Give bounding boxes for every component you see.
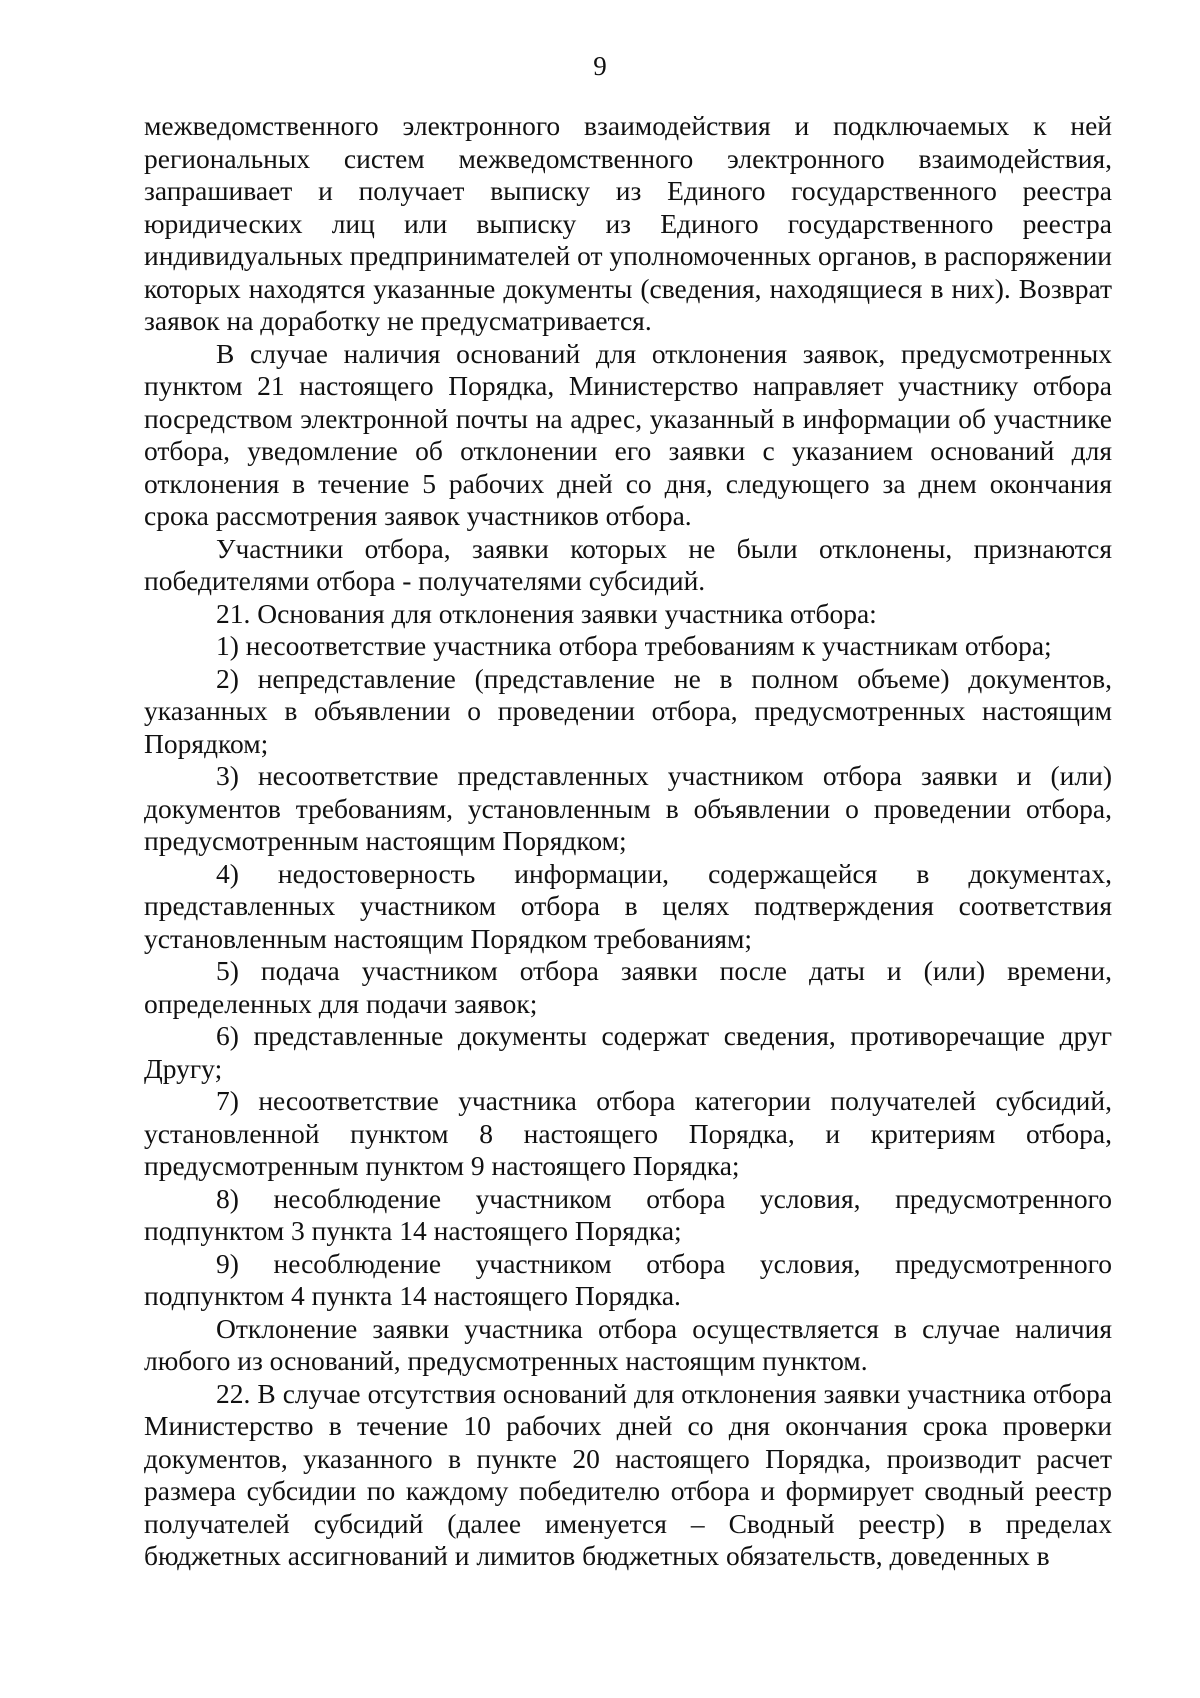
list-item-7: 7) несоответствие участника отбора категории получателей субсидий, установленной пунктом 8 настоящего Порядка, и критериям отбора, предусмотренным пунктом 9 настоящего Порядка;: [144, 1085, 1112, 1181]
document-body: [144, 110, 1112, 1573]
page-number: 9: [593, 51, 607, 81]
list-item-5: 5) подача участником отбора заявки после даты и (или) времени, определенных для подачи заявок;: [144, 955, 1112, 1019]
section-22-paragraph: 22. В случае отсутствия оснований для отклонения заявки участника отбора Министерство в течение 10 рабочих дней со дня окончания срока проверки документов, указанного в пункте 20 настоящего Порядка, производит расчет размера субсидии по каждому победителю отбора и формирует сводный реестр получателей субсидий (далее именуется – Сводный реестр) в пределах бюджетных ассигнований и лимитов бюджетных обязательств, доведенных в: [144, 1377, 1112, 1571]
list-item-2: 2) непредставление (представление не в полном объеме) документов, указанных в объявлении о проведении отбора, предусмотренных настоящим Порядком;: [144, 662, 1112, 759]
paragraph-continuation: межведомственного электронного взаимодействия и подключаемых к ней региональных систем межведомственного электронного взаимодействия, запрашивает и получает выписку из Единого государственного реестра юридических лиц или выписку из Единого государственного реестра индивидуальных предпринимателей от уполномоченных органов, в распоряжении которых находятся указанные документы (сведения, находящиеся в них). Возврат заявок на доработку не предусматривается.: [144, 110, 1113, 336]
list-item-1: 1) несоответствие участника отбора требованиям к участникам отбора;: [216, 630, 1052, 661]
section-21-heading: 21. Основания для отклонения заявки участника отбора:: [216, 597, 877, 629]
paragraph-rejection-notice: В случае наличия оснований для отклонения заявок, предусмотренных пунктом 21 настоящего Порядка, Министерство направляет участнику отбора посредством электронной почты на адрес, указанный в информации об участнике отбора, уведомление об отклонении его заявки с указанием оснований для отклонения в течение 5 рабочих дней со дня, следующего за днем окончания срока рассмотрения заявок участников отбора.: [144, 337, 1112, 531]
list-item-6: 6) представленные документы содержат сведения, противоречащие друг Другу;: [144, 1020, 1112, 1084]
list-item-8: 8) несоблюдение участником отбора условия, предусмотренного подпунктом 3 пункта 14 настоящего Порядка;: [144, 1182, 1112, 1246]
list-item-4: 4) недостоверность информации, содержащейся в документах, представленных участником отбора в целях подтверждения соответствия установленным настоящим Порядком требованиям;: [144, 857, 1112, 954]
paragraph-winners: Участники отбора, заявки которых не были отклонены, признаются победителями отбора - получателями субсидий.: [144, 532, 1112, 596]
paragraph-rejection-rule: Отклонение заявки участника отбора осуществляется в случае наличия любого из оснований, предусмотренных настоящим пунктом.: [144, 1312, 1112, 1376]
list-item-9: 9) несоблюдение участником отбора условия, предусмотренного подпунктом 4 пункта 14 настоящего Порядка.: [144, 1247, 1112, 1311]
list-item-3: 3) несоответствие представленных участником отбора заявки и (или) документов требованиям, установленным в объявлении о проведении отбора, предусмотренным настоящим Порядком;: [144, 760, 1112, 856]
